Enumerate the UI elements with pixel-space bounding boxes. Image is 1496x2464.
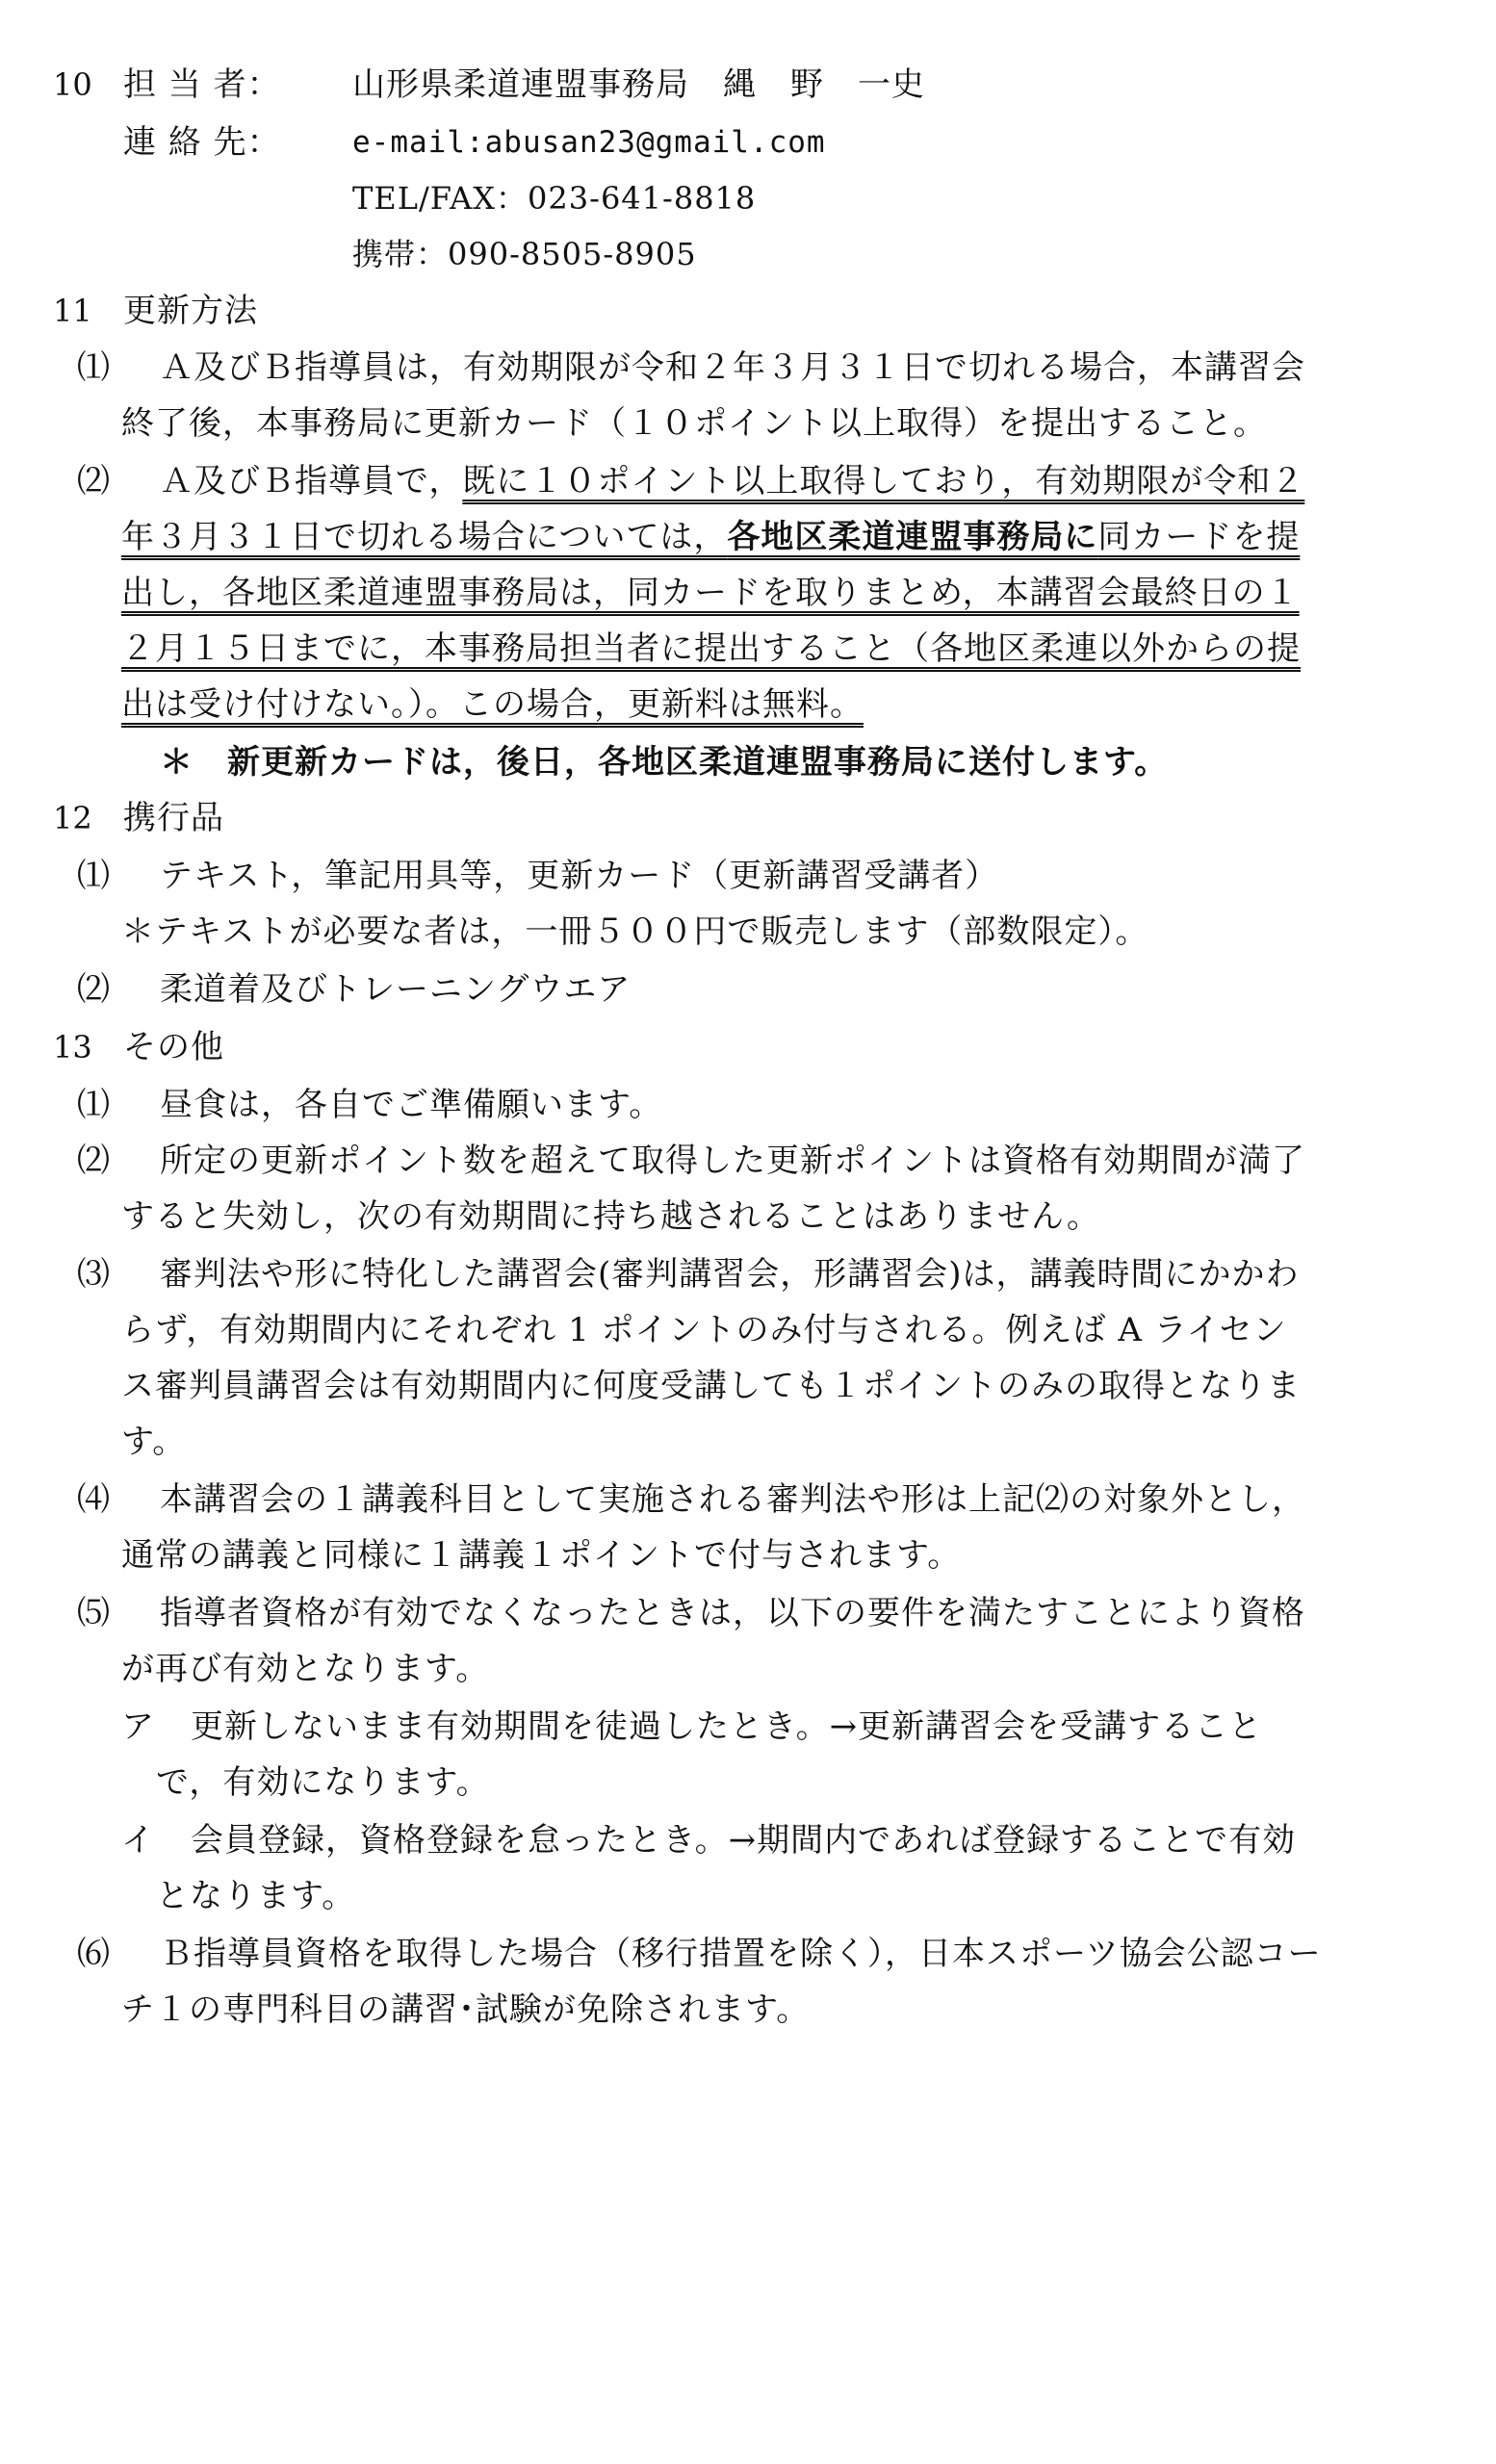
section-13-item-5b-label: イ	[121, 1821, 155, 1860]
section-11-item-2-line-2-a: 年３月３１日で切れる場合については，	[121, 518, 728, 556]
section-12-item-2-number: ⑵	[77, 970, 111, 1009]
email-text: e-mail:abusan23@gmail.com	[352, 125, 826, 160]
section-13-item-5-line-2: が再び有効となります。	[121, 1650, 490, 1688]
section-11-item-2-line-1-underlined: 既に１０ポイント以上取得しており，有効期限が令和２	[462, 462, 1305, 500]
section-13-item-6-number: ⑹	[77, 1935, 111, 1973]
section-11-item-2-line-5: 出は受け付けない。）。この場合，更新料は無料。	[121, 685, 864, 724]
section-13-item-6-line-1: Ｂ指導員資格を取得した場合（移行措置を除く），日本スポーツ協会公認コー	[160, 1935, 1322, 1973]
section-11-item-1-line-1: Ａ及びＢ指導員は，有効期限が令和２年３月３１日で切れる場合，本講習会	[160, 348, 1305, 387]
section-13-item-4-number: ⑷	[77, 1480, 111, 1519]
section-13-item-6-line-2: チ１の専門科目の講習･試験が免除されます。	[121, 1990, 811, 2029]
section-13-item-5a-label: ア	[121, 1707, 155, 1746]
section-13-item-3-line-2: らず，有効期間内にそれぞれ 1 ポイントのみ付与される。例えば A ライセン	[121, 1311, 1287, 1349]
contact-person-label: 担 当 者：	[123, 65, 281, 104]
contact-label: 連 絡 先：	[123, 123, 281, 162]
contact-person-value: 山形県柔道連盟事務局 縄 野 一史	[352, 65, 925, 104]
section-12-item-2: 柔道着及びトレーニングウエア	[160, 970, 632, 1009]
section-13-item-5-line-1: 指導者資格が有効でなくなったときは，以下の要件を満たすことにより資格	[160, 1594, 1305, 1632]
section-13-item-4-line-2: 通常の講義と同様に１講義１ポイントで付与されます。	[121, 1536, 962, 1575]
telfax-text: TEL/FAX：023-641-8818	[352, 180, 757, 217]
section-11-item-2-line-4: ２月１５日までに，本事務局担当者に提出すること（各地区柔連以外からの提	[121, 629, 1301, 668]
section-11-item-2-line-2-bold: 各地区柔道連盟事務局に	[727, 518, 1098, 556]
section-13-item-5b-line-1: 会員登録，資格登録を怠ったとき。→期間内であれば登録することで有効	[191, 1821, 1297, 1860]
section-12-item-1: テキスト，筆記用具等，更新カード（更新講習受講者）	[160, 857, 999, 895]
section-13-item-5a-line-1: 更新しないまま有効期間を徒過したとき。→更新講習会を受講すること	[191, 1707, 1263, 1746]
section-13-item-2-line-1: 所定の更新ポイント数を超えて取得した更新ポイントは資格有効期間が満了	[160, 1142, 1305, 1180]
section-13-item-5b-line-2: となります。	[156, 1877, 356, 1915]
section-11-item-2-line-2-c: 同カードを提	[1097, 518, 1301, 556]
section-13-item-1-number: ⑴	[77, 1086, 111, 1124]
section-11-item-2-line-2	[121, 514, 1300, 560]
section-13-item-5-number: ⑸	[77, 1594, 111, 1632]
section-13-title: その他	[123, 1028, 224, 1066]
section-13-number: 13	[53, 1029, 92, 1065]
section-11-item-2-number: ⑵	[77, 462, 111, 500]
section-10-number: 10	[53, 66, 92, 103]
section-12-item-1-note: ＊テキストが必要な者は，一冊５００円で販売します（部数限定）。	[121, 912, 1149, 951]
section-12-title: 携行品	[123, 799, 224, 837]
mobile-text: 携帯：090-8505-8905	[352, 236, 697, 272]
section-11-item-2-line-1-plain: Ａ及びＢ指導員で，	[160, 462, 463, 500]
section-13-item-3-line-4: す。	[121, 1423, 187, 1461]
section-13-item-3-line-1: 審判法や形に特化した講習会(審判講習会，形講習会)は，講義時間にかかわ	[160, 1255, 1300, 1294]
section-12-number: 12	[53, 800, 92, 836]
section-11-number: 11	[53, 293, 92, 329]
section-13-item-2-number: ⑵	[77, 1142, 111, 1180]
section-11-item-2-line-1	[160, 458, 1304, 504]
section-11-note: ＊ 新更新カードは，後日，各地区柔道連盟事務局に送付します。	[160, 743, 1169, 782]
section-13-item-1: 昼食は，各自でご準備願います。	[160, 1086, 663, 1124]
section-13-item-2-line-2: すると失効し，次の有効期間に持ち越されることはありません。	[121, 1197, 1101, 1236]
section-13-item-4-line-1: 本講習会の１講義科目として実施される審判法や形は上記⑵の対象外とし，	[160, 1480, 1305, 1519]
section-11-item-1-number: ⑴	[77, 348, 111, 387]
section-11-item-1-line-2: 終了後，本事務局に更新カード（１０ポイント以上取得）を提出すること。	[121, 404, 1267, 443]
section-12-item-1-number: ⑴	[77, 857, 111, 895]
section-13-item-3-number: ⑶	[77, 1255, 111, 1294]
section-13-item-5a-line-2: で，有効になります。	[156, 1763, 490, 1802]
section-11-item-2-line-3: 出し，各地区柔道連盟事務局は，同カードを取りまとめ，本講習会最終日の１	[121, 574, 1300, 612]
section-11-title: 更新方法	[123, 292, 258, 330]
section-13-item-3-line-3: ス審判員講習会は有効期間内に何度受講しても１ポイントのみの取得となりま	[121, 1367, 1301, 1405]
